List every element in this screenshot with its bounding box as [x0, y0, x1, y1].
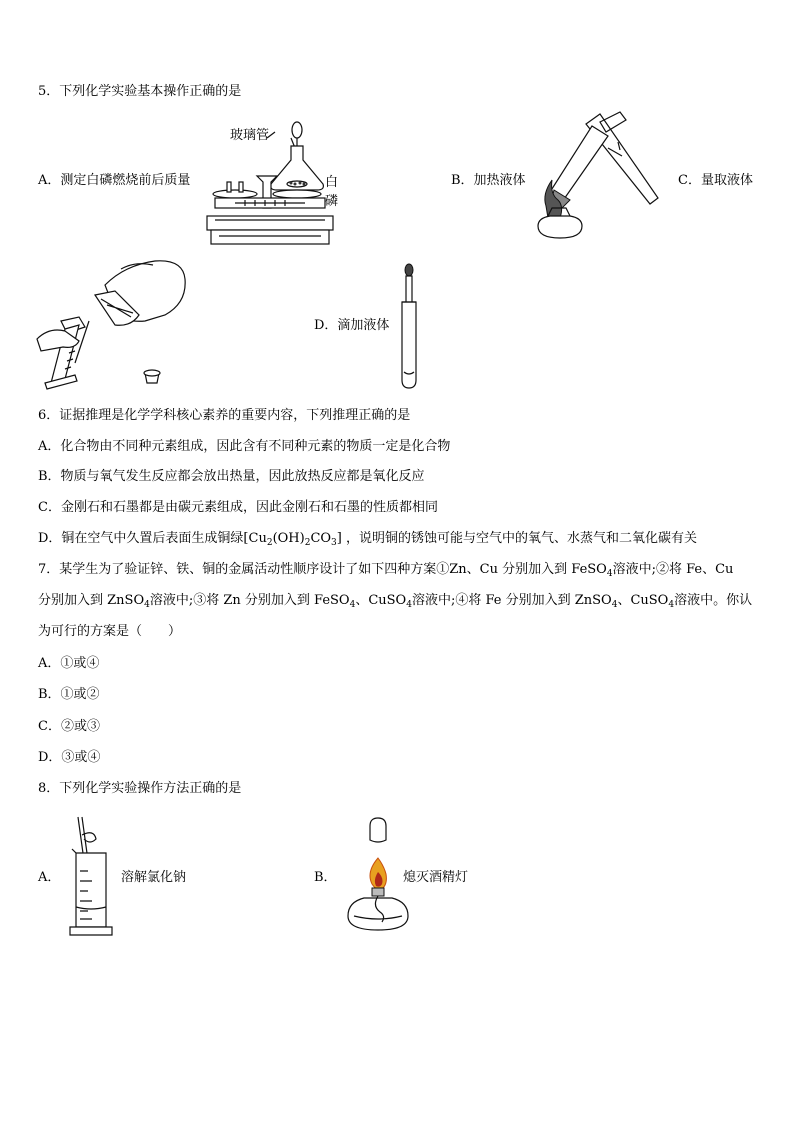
q7-l1-text-1: 7．某学生为了验证锌、铁、铜的金属活动性顺序设计了如下四种方案①Zn、Cu 分别加入到 FeSO [38, 562, 607, 577]
q6-option-c: C．金刚石和石墨都是由碳元素组成，因此金刚石和石墨的性质都相同 [38, 500, 438, 515]
q6-d-sub-3: 3 [331, 538, 337, 548]
q5-stem: 5．下列化学实验基本操作正确的是 [38, 84, 242, 99]
q8-stem: 8．下列化学实验操作方法正确的是 [38, 781, 242, 796]
dropper-illustration [392, 262, 432, 392]
q5-a-tube-label: 玻璃管 [230, 128, 270, 143]
q7-l2-text-3: 、CuSO [355, 593, 407, 608]
q5-a-label-lin: 磷 [325, 194, 339, 209]
alcohol-lamp-illustration [342, 818, 412, 936]
q6-stem: 6．证据推理是化学学科核心素养的重要内容，下列推理正确的是 [38, 408, 411, 423]
q6-d-text-1: D．铜在空气中久置后表面生成铜绿[Cu [38, 531, 267, 546]
q7-l2-text-1: 分别加入到 ZnSO [38, 593, 145, 608]
q7-l1-sub: 4 [606, 569, 613, 579]
q7-line-2 [38, 592, 752, 610]
heating-liquid-illustration [530, 110, 665, 245]
q6-d-sub-2: 2 [304, 538, 311, 548]
q6-d-sub-1: 2 [266, 538, 273, 548]
q6-option-a: A．化合物由不同种元素组成，因此含有不同种元素的物质一定是化合物 [38, 439, 451, 454]
balance-illustration [205, 120, 335, 250]
q5-option-a: A．测定白磷燃烧前后质量 [38, 173, 191, 188]
q5-option-c: C．量取液体 [678, 173, 753, 188]
q8-option-b-letter: B． [314, 870, 337, 885]
q7-l2-sub-3: 4 [406, 600, 412, 610]
q6-option-d [38, 530, 697, 548]
q7-option-d: D．③或④ [38, 750, 101, 765]
q7-line-3: 为可行的方案是（ ） [38, 624, 182, 639]
measuring-liquid-illustration [35, 255, 195, 395]
q7-l2-text-5: 、CuSO [617, 593, 669, 608]
q5-option-b: B．加热液体 [451, 173, 526, 188]
q7-option-c: C．②或③ [38, 719, 100, 734]
q7-l2-sub-4: 4 [611, 600, 618, 610]
q7-line-1 [38, 561, 733, 579]
q6-option-b: B．物质与氧气发生反应都会放出热量，因此放热反应都是氧化反应 [38, 469, 425, 484]
q7-option-b: B．①或② [38, 687, 100, 702]
q6-d-text-4: ] ，说明铜的锈蚀可能与空气中的氧气、水蒸气和二氧化碳有关 [336, 531, 697, 546]
q7-l2-text-6: 溶液中。你认 [674, 593, 753, 608]
q8-option-a-letter: A． [38, 870, 61, 885]
cylinder-stirring-illustration [68, 815, 118, 940]
q6-d-text-3: CO [310, 531, 332, 546]
q8-option-b-text: 熄灭酒精灯 [403, 870, 469, 885]
q7-l2-sub-5: 4 [668, 600, 675, 610]
q5-a-label-bai: 白 [325, 175, 339, 190]
q5-option-d: D．滴加液体 [314, 318, 390, 333]
q8-option-a-text: 溶解氯化钠 [121, 870, 187, 885]
q6-d-text-2: (OH) [272, 531, 305, 546]
q7-l2-text-2: 溶液中;③将 Zn 分别加入到 FeSO [149, 593, 350, 608]
q7-l2-sub-2: 4 [349, 600, 356, 610]
q7-l1-text-2: 溶液中;②将 Fe、Cu [612, 562, 734, 577]
q7-option-a: A．①或④ [38, 656, 100, 671]
q7-l2-text-4: 溶液中;④将 Fe 分别加入到 ZnSO [411, 593, 612, 608]
q7-l2-sub-1: 4 [144, 600, 150, 610]
